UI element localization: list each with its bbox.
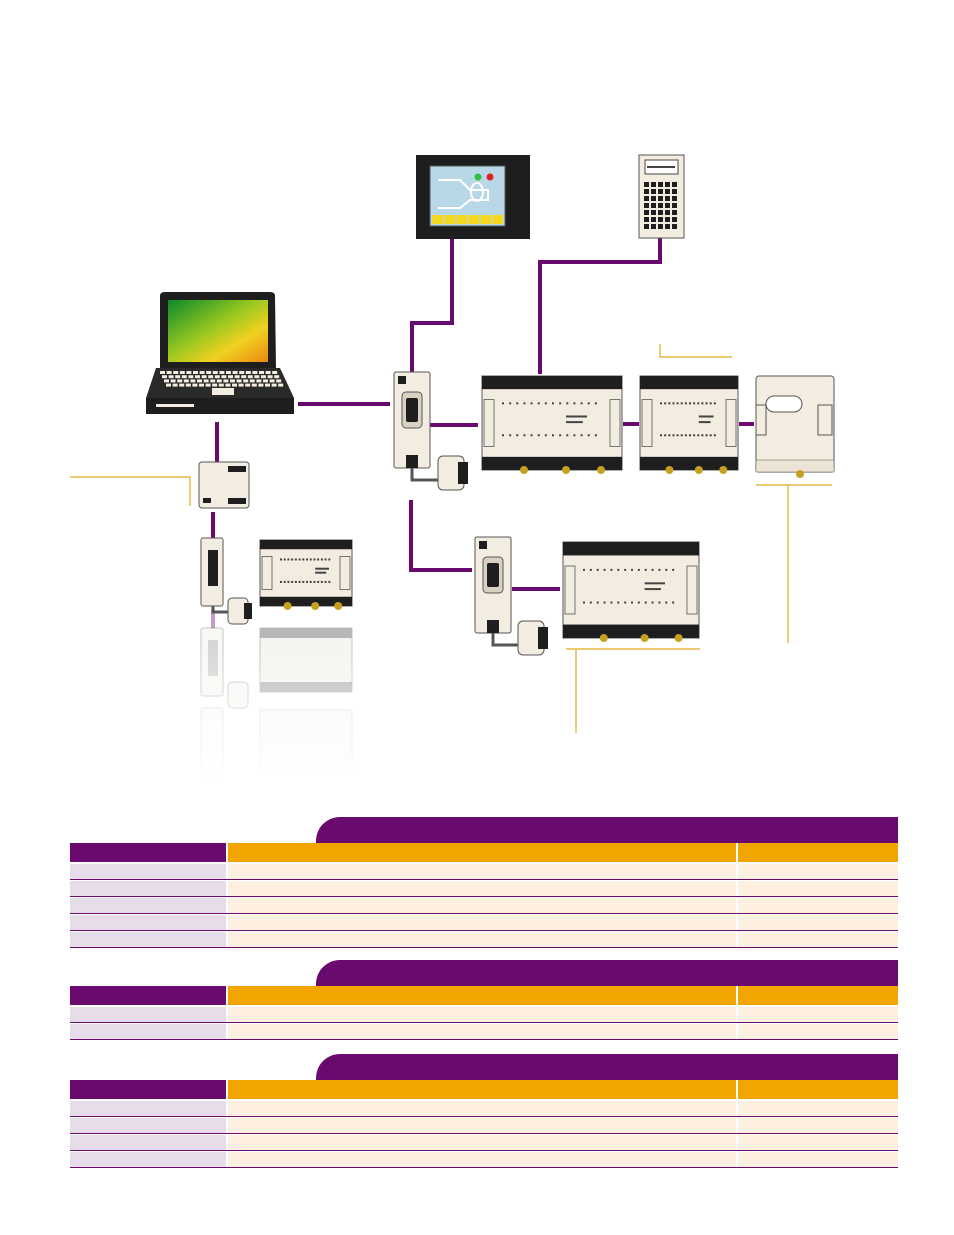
table-row	[70, 1135, 898, 1151]
table-row	[70, 1101, 898, 1117]
rs232-adapter-lower	[475, 537, 548, 655]
expansion-io-unit	[640, 376, 738, 474]
table-cell	[70, 1152, 226, 1167]
table-cell	[228, 1152, 736, 1167]
table-tab-title	[316, 1054, 898, 1080]
touch-screen-terminal	[416, 155, 530, 239]
table-cell	[70, 898, 226, 913]
table-cell	[70, 915, 226, 930]
header-cell	[738, 843, 898, 862]
header-cell	[70, 843, 226, 862]
table-cell	[228, 1101, 736, 1116]
table-row	[70, 864, 898, 880]
table-cell	[228, 915, 736, 930]
table-cell	[228, 881, 736, 896]
table-row	[70, 1118, 898, 1134]
table-cell	[228, 898, 736, 913]
rs232-adapter-main	[394, 372, 468, 490]
header-cell	[228, 986, 736, 1005]
table-1	[70, 817, 898, 947]
table-cell	[738, 1101, 898, 1116]
table-cell	[228, 1024, 736, 1039]
table-row	[70, 932, 898, 948]
table-cell	[228, 932, 736, 947]
header-cell	[738, 1080, 898, 1099]
table-cell	[70, 1135, 226, 1150]
laptop-pc	[146, 292, 294, 414]
table-2	[70, 960, 898, 1039]
table-row	[70, 881, 898, 897]
table-cell	[738, 932, 898, 947]
table-cell	[738, 1118, 898, 1133]
table-cell	[738, 1152, 898, 1167]
table-row	[70, 1152, 898, 1168]
table-cell	[228, 864, 736, 879]
table-cell	[738, 898, 898, 913]
table-cell	[738, 1135, 898, 1150]
table-header	[70, 986, 898, 1005]
table-row	[70, 1007, 898, 1023]
header-cell	[70, 1080, 226, 1099]
table-cell	[228, 1118, 736, 1133]
header-cell	[228, 843, 736, 862]
plc-lower-unit	[563, 542, 699, 642]
table-tab-title	[316, 960, 898, 986]
table-cell	[70, 1118, 226, 1133]
table-cell	[228, 1007, 736, 1022]
table-cell	[70, 1101, 226, 1116]
table-row	[70, 1024, 898, 1040]
table-cell	[228, 1135, 736, 1150]
table-cell	[738, 864, 898, 879]
header-cell	[228, 1080, 736, 1099]
header-cell	[738, 986, 898, 1005]
table-cell	[738, 915, 898, 930]
table-header	[70, 843, 898, 862]
usb-converter	[199, 462, 249, 508]
table-cell	[70, 881, 226, 896]
table-cell	[738, 881, 898, 896]
plc-left-unit	[260, 540, 352, 610]
table-cell	[70, 1024, 226, 1039]
table-cell	[70, 864, 226, 879]
table-cell	[70, 1007, 226, 1022]
table-cell	[70, 932, 226, 947]
table-row	[70, 915, 898, 931]
table-tab-title	[316, 817, 898, 843]
table-header	[70, 1080, 898, 1099]
plc-main-unit	[482, 376, 622, 474]
programming-console	[639, 155, 684, 238]
analog-unit	[756, 376, 834, 478]
header-cell	[70, 986, 226, 1005]
table-cell	[738, 1007, 898, 1022]
rs232-adapter-left	[201, 538, 252, 624]
table-row	[70, 898, 898, 914]
table-3	[70, 1054, 898, 1167]
table-cell	[738, 1024, 898, 1039]
